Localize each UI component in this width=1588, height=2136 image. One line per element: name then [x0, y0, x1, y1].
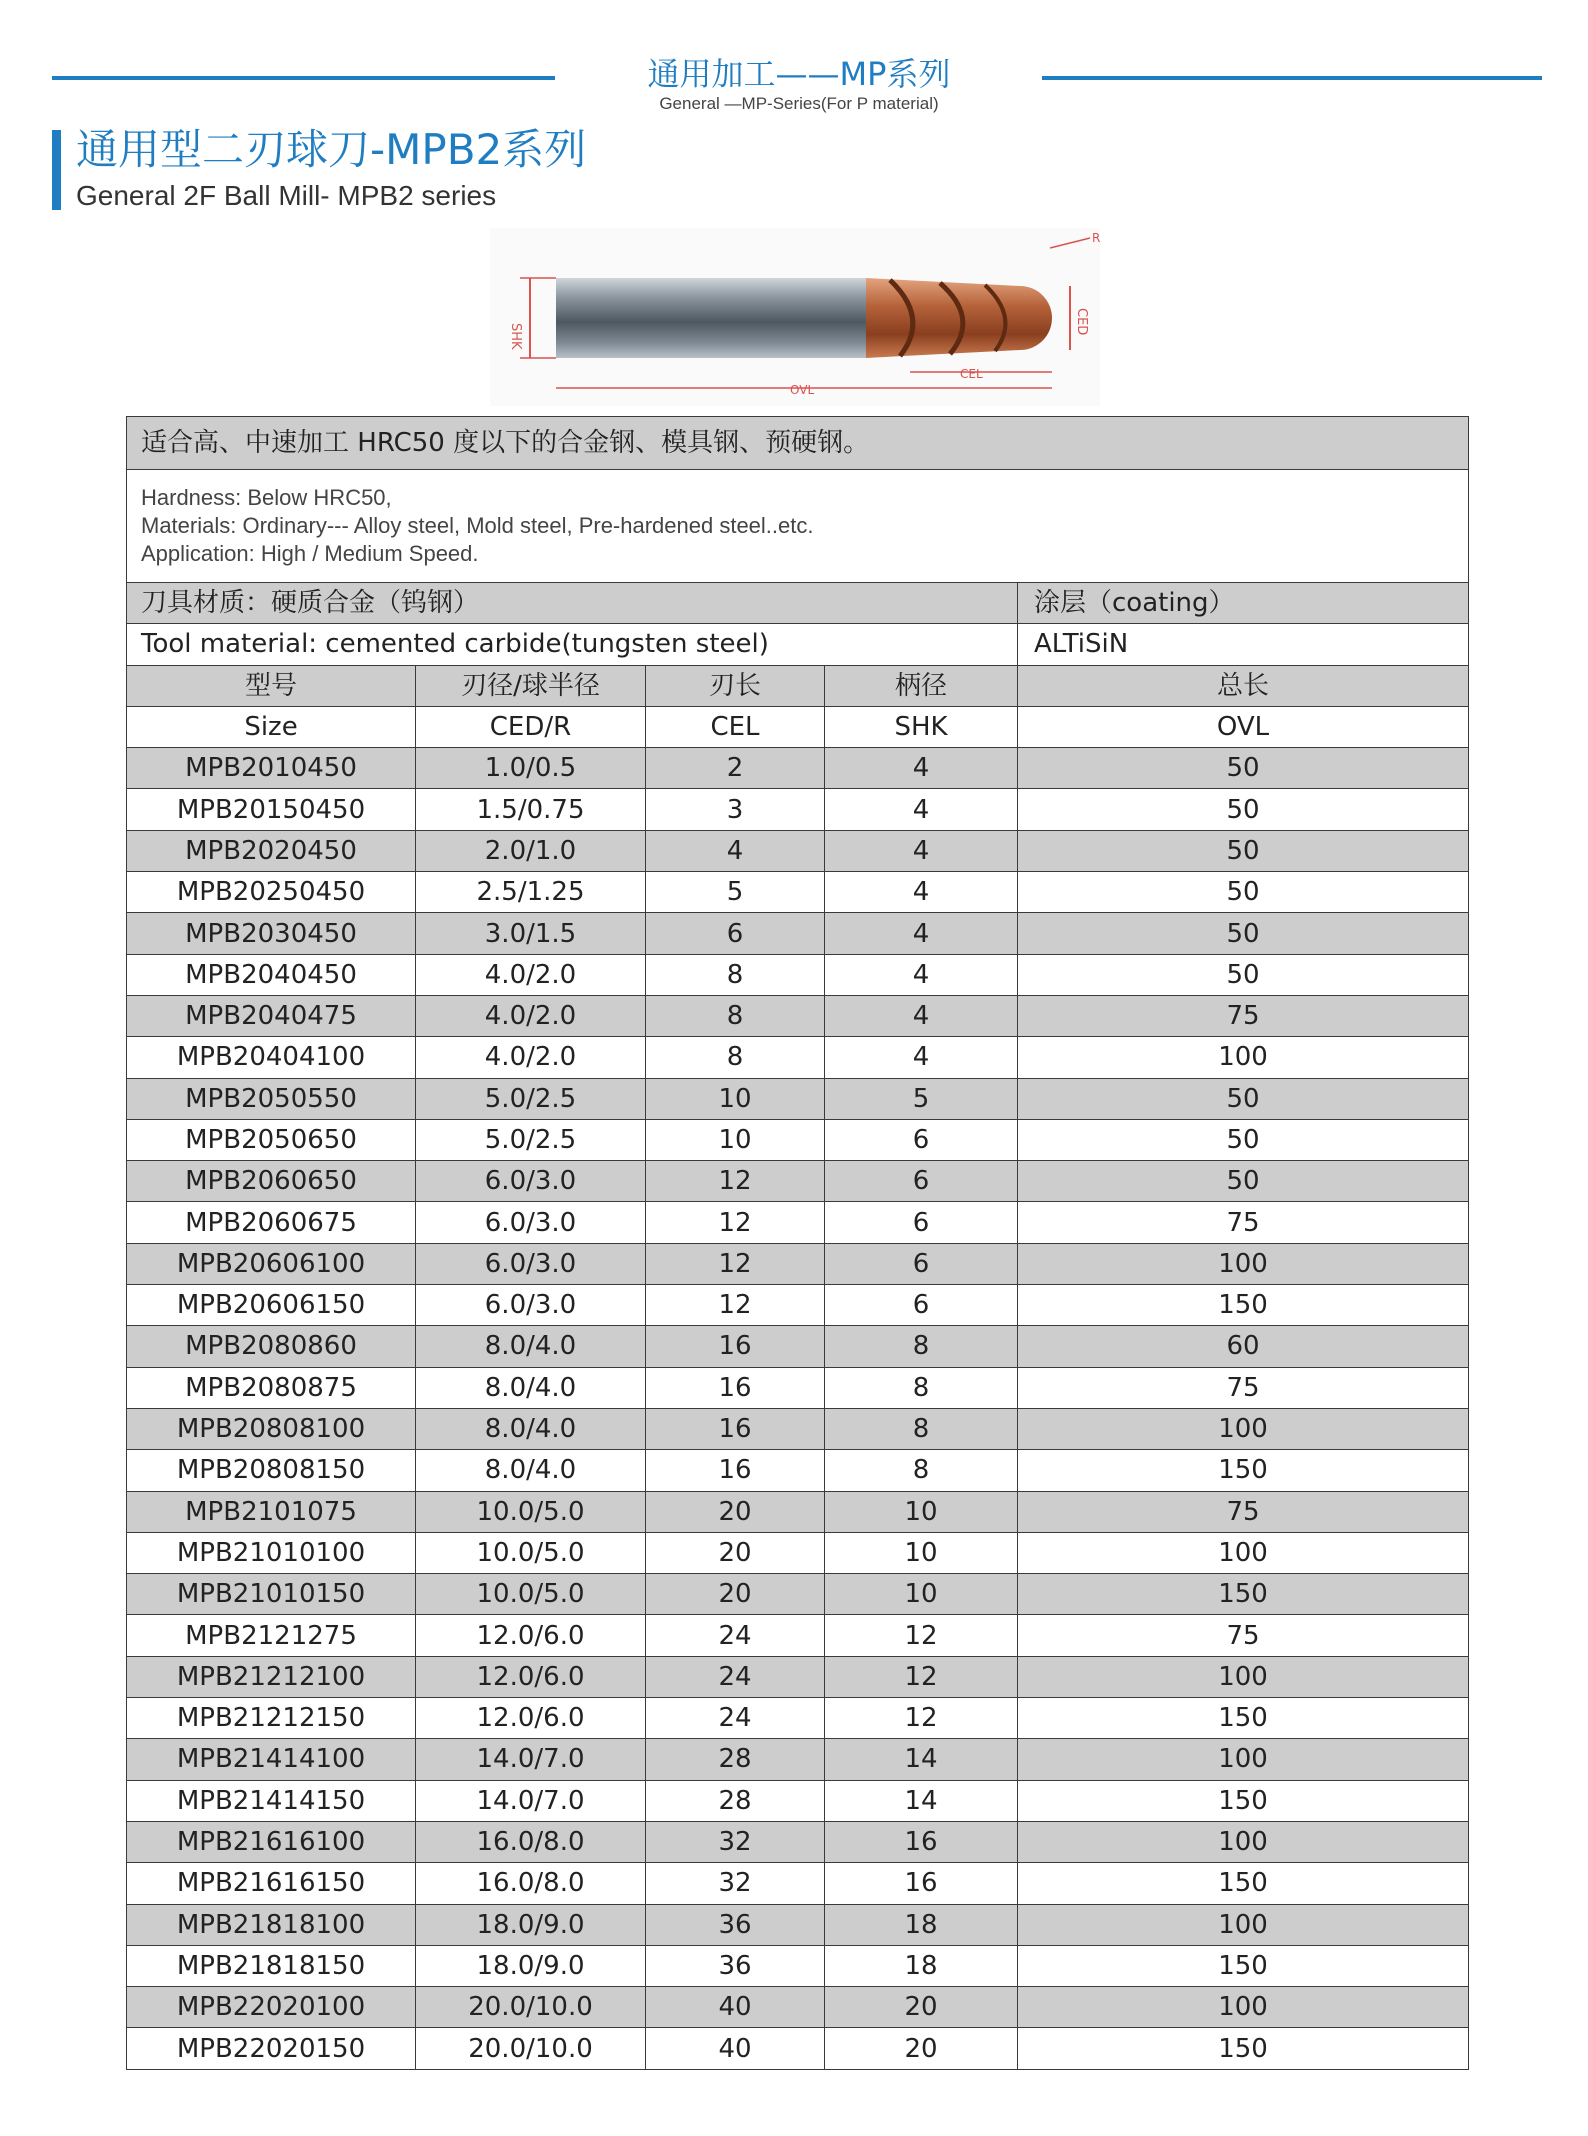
col-shk-en: SHK — [825, 706, 1018, 747]
cell-cel: 16 — [646, 1367, 825, 1408]
cell-ced: 2.0/1.0 — [416, 830, 646, 871]
col-ovl-zh: 总长 — [1018, 665, 1469, 706]
header-rule-left — [52, 76, 555, 80]
cell-cel: 12 — [646, 1202, 825, 1243]
cell-size: MPB20808150 — [127, 1450, 416, 1491]
cell-ovl: 100 — [1018, 1532, 1469, 1573]
col-cel-en: CEL — [646, 706, 825, 747]
application-line: Application: High / Medium Speed. — [141, 541, 479, 566]
ced-label: CED — [1074, 308, 1089, 336]
cell-shk: 20 — [825, 2028, 1018, 2069]
cell-ced: 6.0/3.0 — [416, 1243, 646, 1284]
cell-shk: 14 — [825, 1780, 1018, 1821]
cell-ced: 14.0/7.0 — [416, 1780, 646, 1821]
table-row — [127, 1367, 1469, 1408]
cell-ced: 8.0/4.0 — [416, 1367, 646, 1408]
cell-shk: 6 — [825, 1285, 1018, 1326]
cell-size: MPB2050650 — [127, 1119, 416, 1160]
cell-size: MPB20250450 — [127, 872, 416, 913]
cell-ced: 4.0/2.0 — [416, 954, 646, 995]
cell-ced: 4.0/2.0 — [416, 1037, 646, 1078]
cell-ced: 2.5/1.25 — [416, 872, 646, 913]
table-row — [127, 1037, 1469, 1078]
cell-ovl: 100 — [1018, 1243, 1469, 1284]
cell-ced: 12.0/6.0 — [416, 1615, 646, 1656]
cell-size: MPB21818100 — [127, 1904, 416, 1945]
cell-cel: 8 — [646, 1037, 825, 1078]
cell-size: MPB21212150 — [127, 1698, 416, 1739]
cell-cel: 40 — [646, 1987, 825, 2028]
cell-ced: 14.0/7.0 — [416, 1739, 646, 1780]
cell-shk: 6 — [825, 1161, 1018, 1202]
cell-ced: 4.0/2.0 — [416, 995, 646, 1036]
cell-size: MPB21212100 — [127, 1656, 416, 1697]
cell-ovl: 75 — [1018, 1491, 1469, 1532]
cell-shk: 16 — [825, 1821, 1018, 1862]
table-row — [127, 1450, 1469, 1491]
cell-size: MPB21414150 — [127, 1780, 416, 1821]
table-row — [127, 1615, 1469, 1656]
cell-cel: 24 — [646, 1698, 825, 1739]
cell-size: MPB2080875 — [127, 1367, 416, 1408]
ball-mill-diagram — [490, 228, 1100, 406]
cell-cel: 40 — [646, 2028, 825, 2069]
cell-shk: 10 — [825, 1491, 1018, 1532]
cell-cel: 32 — [646, 1821, 825, 1862]
table-row — [127, 1904, 1469, 1945]
header-rule-right — [1042, 76, 1542, 80]
cell-cel: 8 — [646, 954, 825, 995]
col-shk-zh: 柄径 — [825, 665, 1018, 706]
col-size-en: Size — [127, 706, 416, 747]
cell-cel: 2 — [646, 748, 825, 789]
coating-label: 涂层（coating） — [1018, 583, 1469, 624]
table-row — [127, 1739, 1469, 1780]
col-ced-zh: 刃径/球半径 — [416, 665, 646, 706]
cell-shk: 4 — [825, 748, 1018, 789]
tool-material-en: Tool material: cemented carbide(tungsten steel) — [127, 624, 1018, 665]
cell-size: MPB21616100 — [127, 1821, 416, 1862]
cell-ced: 6.0/3.0 — [416, 1202, 646, 1243]
cell-ced: 12.0/6.0 — [416, 1656, 646, 1697]
table-row — [127, 1491, 1469, 1532]
table-row — [127, 2028, 1469, 2069]
table-row — [127, 830, 1469, 871]
table-row — [127, 954, 1469, 995]
cell-ovl: 150 — [1018, 1698, 1469, 1739]
header-row-en — [127, 706, 1469, 747]
cell-ced: 16.0/8.0 — [416, 1821, 646, 1862]
cell-ovl: 50 — [1018, 872, 1469, 913]
cell-ovl: 75 — [1018, 1202, 1469, 1243]
cell-cel: 10 — [646, 1119, 825, 1160]
cell-size: MPB2040450 — [127, 954, 416, 995]
ovl-label: OVL — [790, 383, 815, 397]
cell-shk: 12 — [825, 1615, 1018, 1656]
cell-cel: 16 — [646, 1326, 825, 1367]
table-row — [127, 1202, 1469, 1243]
cell-shk: 6 — [825, 1119, 1018, 1160]
cell-cel: 4 — [646, 830, 825, 871]
table-row — [127, 1780, 1469, 1821]
cell-ced: 1.5/0.75 — [416, 789, 646, 830]
series-title: 通用加工——MP系列 — [647, 55, 951, 93]
cell-cel: 10 — [646, 1078, 825, 1119]
cell-ovl: 150 — [1018, 1945, 1469, 1986]
cell-ovl: 75 — [1018, 995, 1469, 1036]
cell-ovl: 150 — [1018, 1863, 1469, 1904]
table-row — [127, 1161, 1469, 1202]
cell-ovl: 50 — [1018, 789, 1469, 830]
cell-size: MPB2101075 — [127, 1491, 416, 1532]
cell-ovl: 75 — [1018, 1615, 1469, 1656]
table-row — [127, 1078, 1469, 1119]
cell-size: MPB20150450 — [127, 789, 416, 830]
cell-size: MPB21818150 — [127, 1945, 416, 1986]
cell-size: MPB22020100 — [127, 1987, 416, 2028]
spec-table — [126, 416, 1469, 2070]
table-row — [127, 1532, 1469, 1573]
cell-shk: 10 — [825, 1574, 1018, 1615]
cell-shk: 18 — [825, 1904, 1018, 1945]
header-row-zh — [127, 665, 1469, 706]
col-size-zh: 型号 — [127, 665, 416, 706]
cell-cel: 20 — [646, 1491, 825, 1532]
cell-ced: 10.0/5.0 — [416, 1491, 646, 1532]
table-row — [127, 1119, 1469, 1160]
cell-shk: 8 — [825, 1367, 1018, 1408]
table-row — [127, 1243, 1469, 1284]
cell-cel: 28 — [646, 1780, 825, 1821]
cell-ced: 3.0/1.5 — [416, 913, 646, 954]
cell-size: MPB2020450 — [127, 830, 416, 871]
shk-label: SHK — [508, 323, 523, 350]
cell-size: MPB21616150 — [127, 1863, 416, 1904]
cell-ced: 10.0/5.0 — [416, 1574, 646, 1615]
cell-ovl: 150 — [1018, 1450, 1469, 1491]
cell-ced: 6.0/3.0 — [416, 1161, 646, 1202]
cell-ovl: 75 — [1018, 1367, 1469, 1408]
cell-size: MPB20606150 — [127, 1285, 416, 1326]
cell-cel: 5 — [646, 872, 825, 913]
cell-ced: 8.0/4.0 — [416, 1326, 646, 1367]
cell-ced: 5.0/2.5 — [416, 1078, 646, 1119]
cell-ovl: 100 — [1018, 1037, 1469, 1078]
application-en — [127, 470, 1469, 583]
cell-ced: 8.0/4.0 — [416, 1408, 646, 1449]
table-row — [127, 913, 1469, 954]
cell-ovl: 100 — [1018, 1821, 1469, 1862]
cell-ced: 8.0/4.0 — [416, 1450, 646, 1491]
cell-cel: 36 — [646, 1904, 825, 1945]
cell-shk: 4 — [825, 830, 1018, 871]
col-ced-en: CED/R — [416, 706, 646, 747]
coating-value: ALTiSiN — [1018, 624, 1469, 665]
cell-size: MPB2121275 — [127, 1615, 416, 1656]
table-row — [127, 1285, 1469, 1326]
cell-shk: 5 — [825, 1078, 1018, 1119]
cell-cel: 12 — [646, 1243, 825, 1284]
table-row — [127, 789, 1469, 830]
table-row — [127, 748, 1469, 789]
cell-shk: 8 — [825, 1408, 1018, 1449]
materials-line: Materials: Ordinary--- Alloy steel, Mold steel, Pre-hardened steel..etc. — [141, 513, 814, 538]
cell-shk: 4 — [825, 913, 1018, 954]
cell-shk: 6 — [825, 1243, 1018, 1284]
cell-cel: 3 — [646, 789, 825, 830]
series-subtitle: General —MP-Series(For P material) — [659, 94, 939, 113]
cell-size: MPB20404100 — [127, 1037, 416, 1078]
cell-ovl: 50 — [1018, 954, 1469, 995]
cell-size: MPB2060650 — [127, 1161, 416, 1202]
cell-size: MPB20606100 — [127, 1243, 416, 1284]
cell-size: MPB2080860 — [127, 1326, 416, 1367]
cell-shk: 12 — [825, 1656, 1018, 1697]
cell-shk: 10 — [825, 1532, 1018, 1573]
table-row — [127, 995, 1469, 1036]
cell-size: MPB21010100 — [127, 1532, 416, 1573]
table-row — [127, 1656, 1469, 1697]
cell-ced: 18.0/9.0 — [416, 1945, 646, 1986]
cell-ovl: 100 — [1018, 1408, 1469, 1449]
cell-shk: 4 — [825, 872, 1018, 913]
cell-ced: 18.0/9.0 — [416, 1904, 646, 1945]
cell-size: MPB2030450 — [127, 913, 416, 954]
cell-shk: 16 — [825, 1863, 1018, 1904]
table-row — [127, 1574, 1469, 1615]
cell-shk: 12 — [825, 1698, 1018, 1739]
cell-shk: 4 — [825, 954, 1018, 995]
cell-ovl: 150 — [1018, 1780, 1469, 1821]
cell-ovl: 50 — [1018, 1161, 1469, 1202]
table-row — [127, 872, 1469, 913]
cell-ced: 6.0/3.0 — [416, 1285, 646, 1326]
cell-cel: 16 — [646, 1408, 825, 1449]
table-row — [127, 1863, 1469, 1904]
cel-label: CEL — [960, 367, 983, 381]
cell-size: MPB2050550 — [127, 1078, 416, 1119]
cell-cel: 20 — [646, 1574, 825, 1615]
cell-ovl: 150 — [1018, 1574, 1469, 1615]
cell-ovl: 100 — [1018, 1904, 1469, 1945]
cell-cel: 36 — [646, 1945, 825, 1986]
cell-shk: 8 — [825, 1450, 1018, 1491]
cell-shk: 4 — [825, 995, 1018, 1036]
cell-size: MPB21414100 — [127, 1739, 416, 1780]
table-row — [127, 1698, 1469, 1739]
cell-cel: 32 — [646, 1863, 825, 1904]
cell-ced: 1.0/0.5 — [416, 748, 646, 789]
cell-cel: 12 — [646, 1161, 825, 1202]
table-row — [127, 1987, 1469, 2028]
col-cel-zh: 刃长 — [646, 665, 825, 706]
col-ovl-en: OVL — [1018, 706, 1469, 747]
page-title-en: General 2F Ball Mill- MPB2 series — [76, 180, 497, 211]
cell-cel: 12 — [646, 1285, 825, 1326]
cell-size: MPB20808100 — [127, 1408, 416, 1449]
cell-cel: 24 — [646, 1656, 825, 1697]
cell-shk: 6 — [825, 1202, 1018, 1243]
application-zh: 适合高、中速加工 HRC50 度以下的合金钢、模具钢、预硬钢。 — [127, 417, 1469, 470]
table-row — [127, 1821, 1469, 1862]
cell-ovl: 50 — [1018, 913, 1469, 954]
cell-size: MPB22020150 — [127, 2028, 416, 2069]
cell-ovl: 100 — [1018, 1739, 1469, 1780]
table-row — [127, 1945, 1469, 1986]
cell-ced: 10.0/5.0 — [416, 1532, 646, 1573]
cell-ced: 20.0/10.0 — [416, 1987, 646, 2028]
cell-cel: 8 — [646, 995, 825, 1036]
cell-cel: 20 — [646, 1532, 825, 1573]
cell-ced: 5.0/2.5 — [416, 1119, 646, 1160]
cell-ovl: 150 — [1018, 1285, 1469, 1326]
cell-shk: 18 — [825, 1945, 1018, 1986]
cell-ced: 16.0/8.0 — [416, 1863, 646, 1904]
cell-ovl: 50 — [1018, 1119, 1469, 1160]
table-row — [127, 1408, 1469, 1449]
cell-ovl: 50 — [1018, 748, 1469, 789]
cell-ced: 20.0/10.0 — [416, 2028, 646, 2069]
cell-size: MPB2010450 — [127, 748, 416, 789]
page-title-zh: 通用型二刃球刀-MPB2系列 — [76, 125, 587, 174]
table-row — [127, 1326, 1469, 1367]
cell-cel: 24 — [646, 1615, 825, 1656]
cell-cel: 28 — [646, 1739, 825, 1780]
cell-cel: 16 — [646, 1450, 825, 1491]
hardness-line: Hardness: Below HRC50, — [141, 485, 392, 510]
cell-ovl: 50 — [1018, 830, 1469, 871]
cell-shk: 4 — [825, 789, 1018, 830]
cell-size: MPB2040475 — [127, 995, 416, 1036]
cell-shk: 4 — [825, 1037, 1018, 1078]
cell-shk: 8 — [825, 1326, 1018, 1367]
cell-ced: 12.0/6.0 — [416, 1698, 646, 1739]
cell-size: MPB21010150 — [127, 1574, 416, 1615]
title-accent-bar — [52, 130, 61, 210]
tool-flute — [866, 278, 1052, 358]
cell-ovl: 150 — [1018, 2028, 1469, 2069]
cell-ovl: 60 — [1018, 1326, 1469, 1367]
cell-ovl: 50 — [1018, 1078, 1469, 1119]
cell-size: MPB2060675 — [127, 1202, 416, 1243]
cell-cel: 6 — [646, 913, 825, 954]
cell-shk: 14 — [825, 1739, 1018, 1780]
cell-ovl: 100 — [1018, 1987, 1469, 2028]
r-label: R — [1092, 231, 1100, 245]
tool-shank — [556, 278, 866, 358]
cell-ovl: 100 — [1018, 1656, 1469, 1697]
tool-material-zh: 刀具材质：硬质合金（钨钢） — [127, 583, 1018, 624]
cell-shk: 20 — [825, 1987, 1018, 2028]
